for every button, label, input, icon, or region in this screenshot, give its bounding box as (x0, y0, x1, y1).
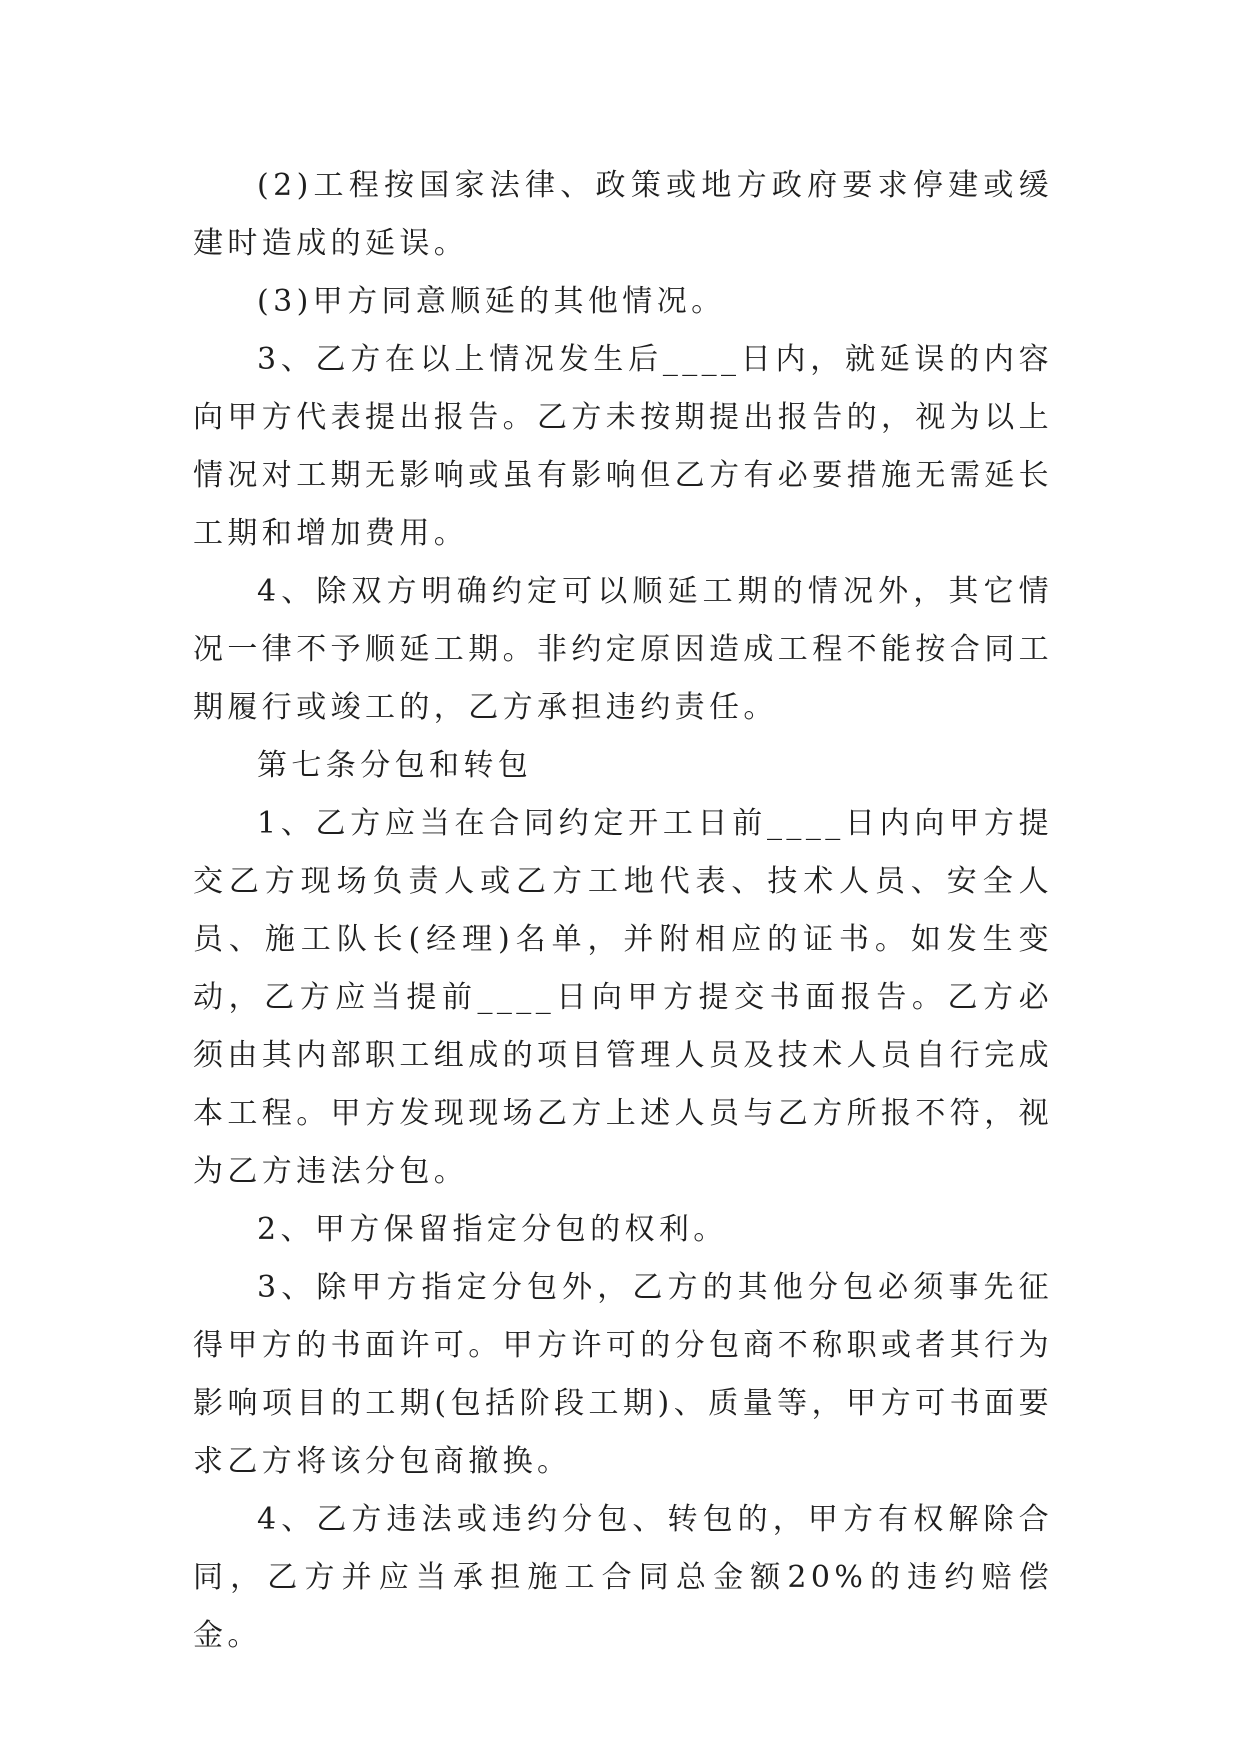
paragraph-report-deadline: 3、乙方在以上情况发生后____日内，就延误的内容向甲方代表提出报告。乙方未按期提出报告的，视为以上情况对工期无影响或虽有影响但乙方有必要措施无需延长工期和增加费用。 (193, 342, 1053, 551)
paragraph-delay-clause-2: (2)工程按国家法律、政策或地方政府要求停建或缓建时造成的延误。 (193, 168, 1053, 261)
document-body (193, 157, 1053, 1665)
paragraph-subcontract-approval: 3、除甲方指定分包外，乙方的其他分包必须事先征得甲方的书面许可。甲方许可的分包商不称职或者其行为影响项目的工期(包括阶段工期)、质量等，甲方可书面要求乙方将该分包商撤换。 (193, 1270, 1053, 1479)
paragraph-delay-clause-3: (3)甲方同意顺延的其他情况。 (257, 284, 726, 319)
paragraph-breach-penalty: 4、乙方违法或违约分包、转包的，甲方有权解除合同，乙方并应当承担施工合同总金额20%的违约赔偿金。 (193, 1502, 1053, 1653)
paragraph-designated-subcontract: 2、甲方保留指定分包的权利。 (257, 1212, 728, 1247)
paragraph-no-extension: 4、除双方明确约定可以顺延工期的情况外，其它情况一律不予顺延工期。非约定原因造成工程不能按合同工期履行或竣工的，乙方承担违约责任。 (193, 574, 1053, 725)
paragraph-personnel-list: 1、乙方应当在合同约定开工日前____日内向甲方提交乙方现场负责人或乙方工地代表、技术人员、安全人员、施工队长(经理)名单，并附相应的证书。如发生变动，乙方应当提前____日向甲方提交书面报告。乙方必须由其内部职工组成的项目管理人员及技术人员自行完成本工程。甲方发现现场乙方上述人员与乙方所报不符，视为乙方违法分包。 (193, 806, 1053, 1189)
section-heading-subcontracting: 第七条分包和转包 (257, 748, 533, 783)
